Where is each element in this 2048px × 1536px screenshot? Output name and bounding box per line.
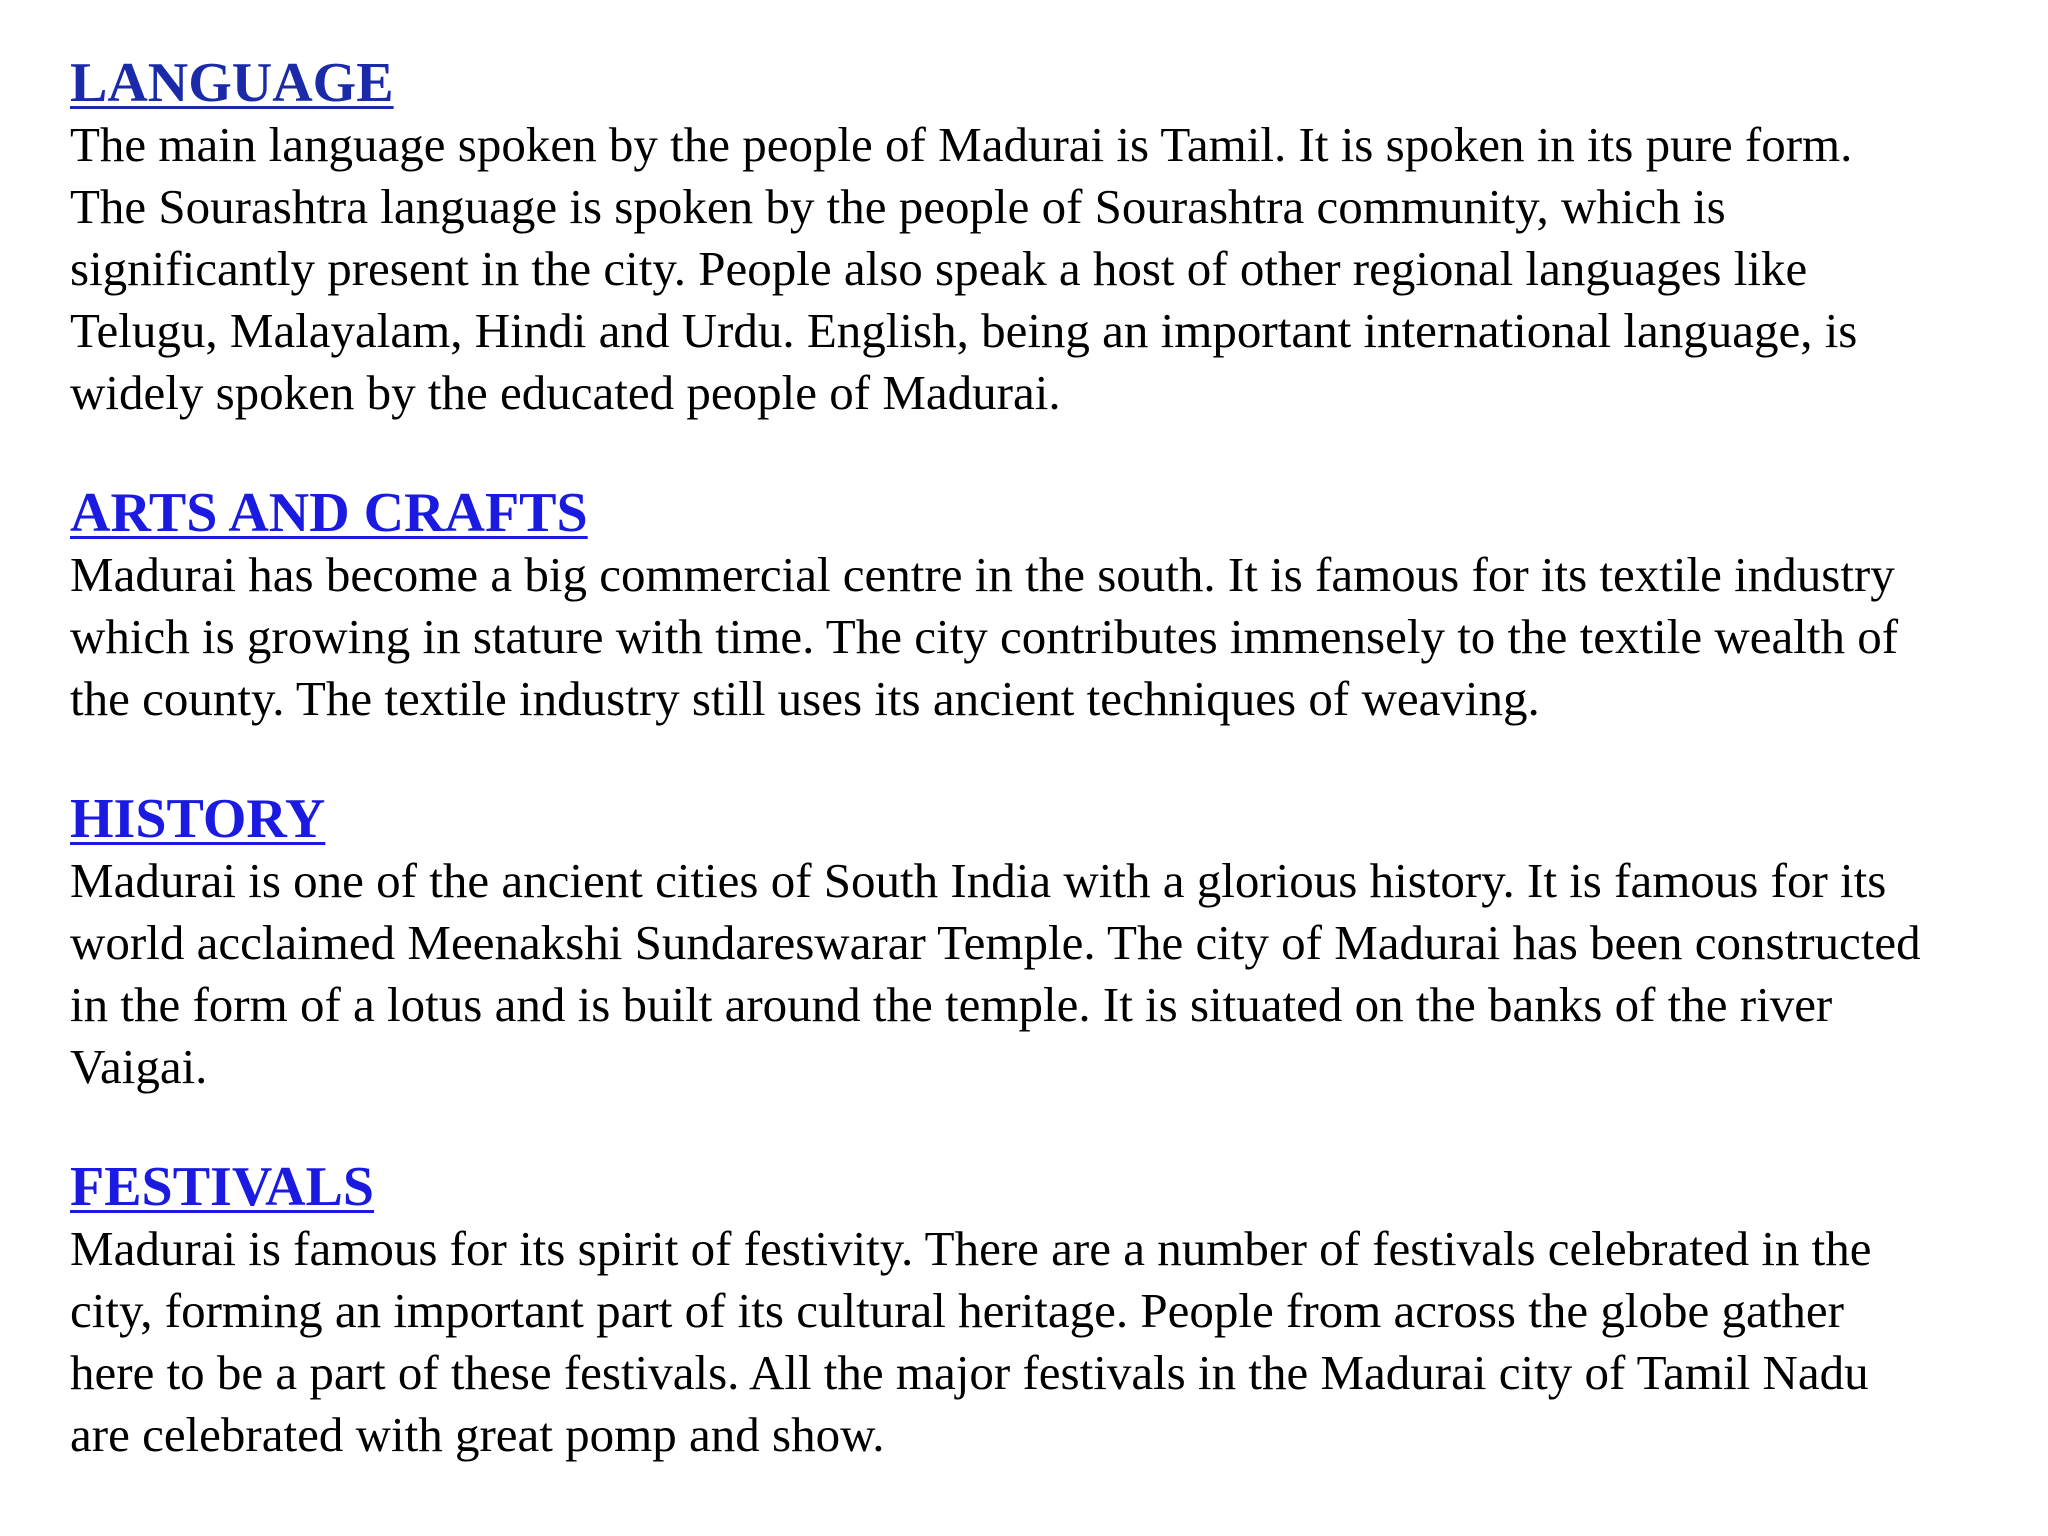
text-line: widely spoken by the educated people of Madurai. — [70, 365, 1061, 420]
section-history — [70, 788, 2030, 1098]
section-heading-language[interactable]: LANGUAGE — [70, 52, 394, 114]
section-heading-festivals[interactable]: FESTIVALS — [70, 1156, 375, 1218]
text-line: world acclaimed Meenakshi Sundareswarar Temple. The city of Madurai has been constructed — [70, 915, 1921, 970]
text-line: which is growing in stature with time. The city contributes immensely to the textile wealth of — [70, 609, 1899, 664]
section-body-arts-and-crafts — [70, 544, 2030, 730]
text-line: city, forming an important part of its cultural heritage. People from across the globe gather — [70, 1283, 1844, 1338]
section-language — [70, 52, 2030, 424]
section-festivals — [70, 1156, 2030, 1466]
document-page — [70, 52, 2030, 1524]
text-line: significantly present in the city. People also speak a host of other regional languages like — [70, 241, 1808, 296]
text-line: are celebrated with great pomp and show. — [70, 1407, 885, 1462]
section-heading-history[interactable]: HISTORY — [70, 788, 326, 850]
text-line: here to be a part of these festivals. All the major festivals in the Madurai city of Tamil Nadu — [70, 1345, 1869, 1400]
text-line: Madurai is famous for its spirit of festivity. There are a number of festivals celebrated in the — [70, 1221, 1872, 1276]
text-line: Telugu, Malayalam, Hindi and Urdu. English, being an important international language, is — [70, 303, 1858, 358]
text-line: the county. The textile industry still uses its ancient techniques of weaving. — [70, 671, 1540, 726]
text-line: Madurai has become a big commercial centre in the south. It is famous for its textile industry — [70, 547, 1895, 602]
section-body-history — [70, 850, 2030, 1098]
section-arts-and-crafts — [70, 482, 2030, 730]
text-line: The main language spoken by the people of Madurai is Tamil. It is spoken in its pure form. — [70, 117, 1853, 172]
section-body-festivals — [70, 1218, 2030, 1466]
text-line: in the form of a lotus and is built around the temple. It is situated on the banks of the river — [70, 977, 1833, 1032]
section-heading-arts-and-crafts[interactable]: ARTS AND CRAFTS — [70, 482, 588, 544]
text-line: Vaigai. — [70, 1039, 208, 1094]
text-line: The Sourashtra language is spoken by the people of Sourashtra community, which is — [70, 179, 1726, 234]
section-body-language — [70, 114, 2030, 424]
text-line: Madurai is one of the ancient cities of South India with a glorious history. It is famous for its — [70, 853, 1887, 908]
